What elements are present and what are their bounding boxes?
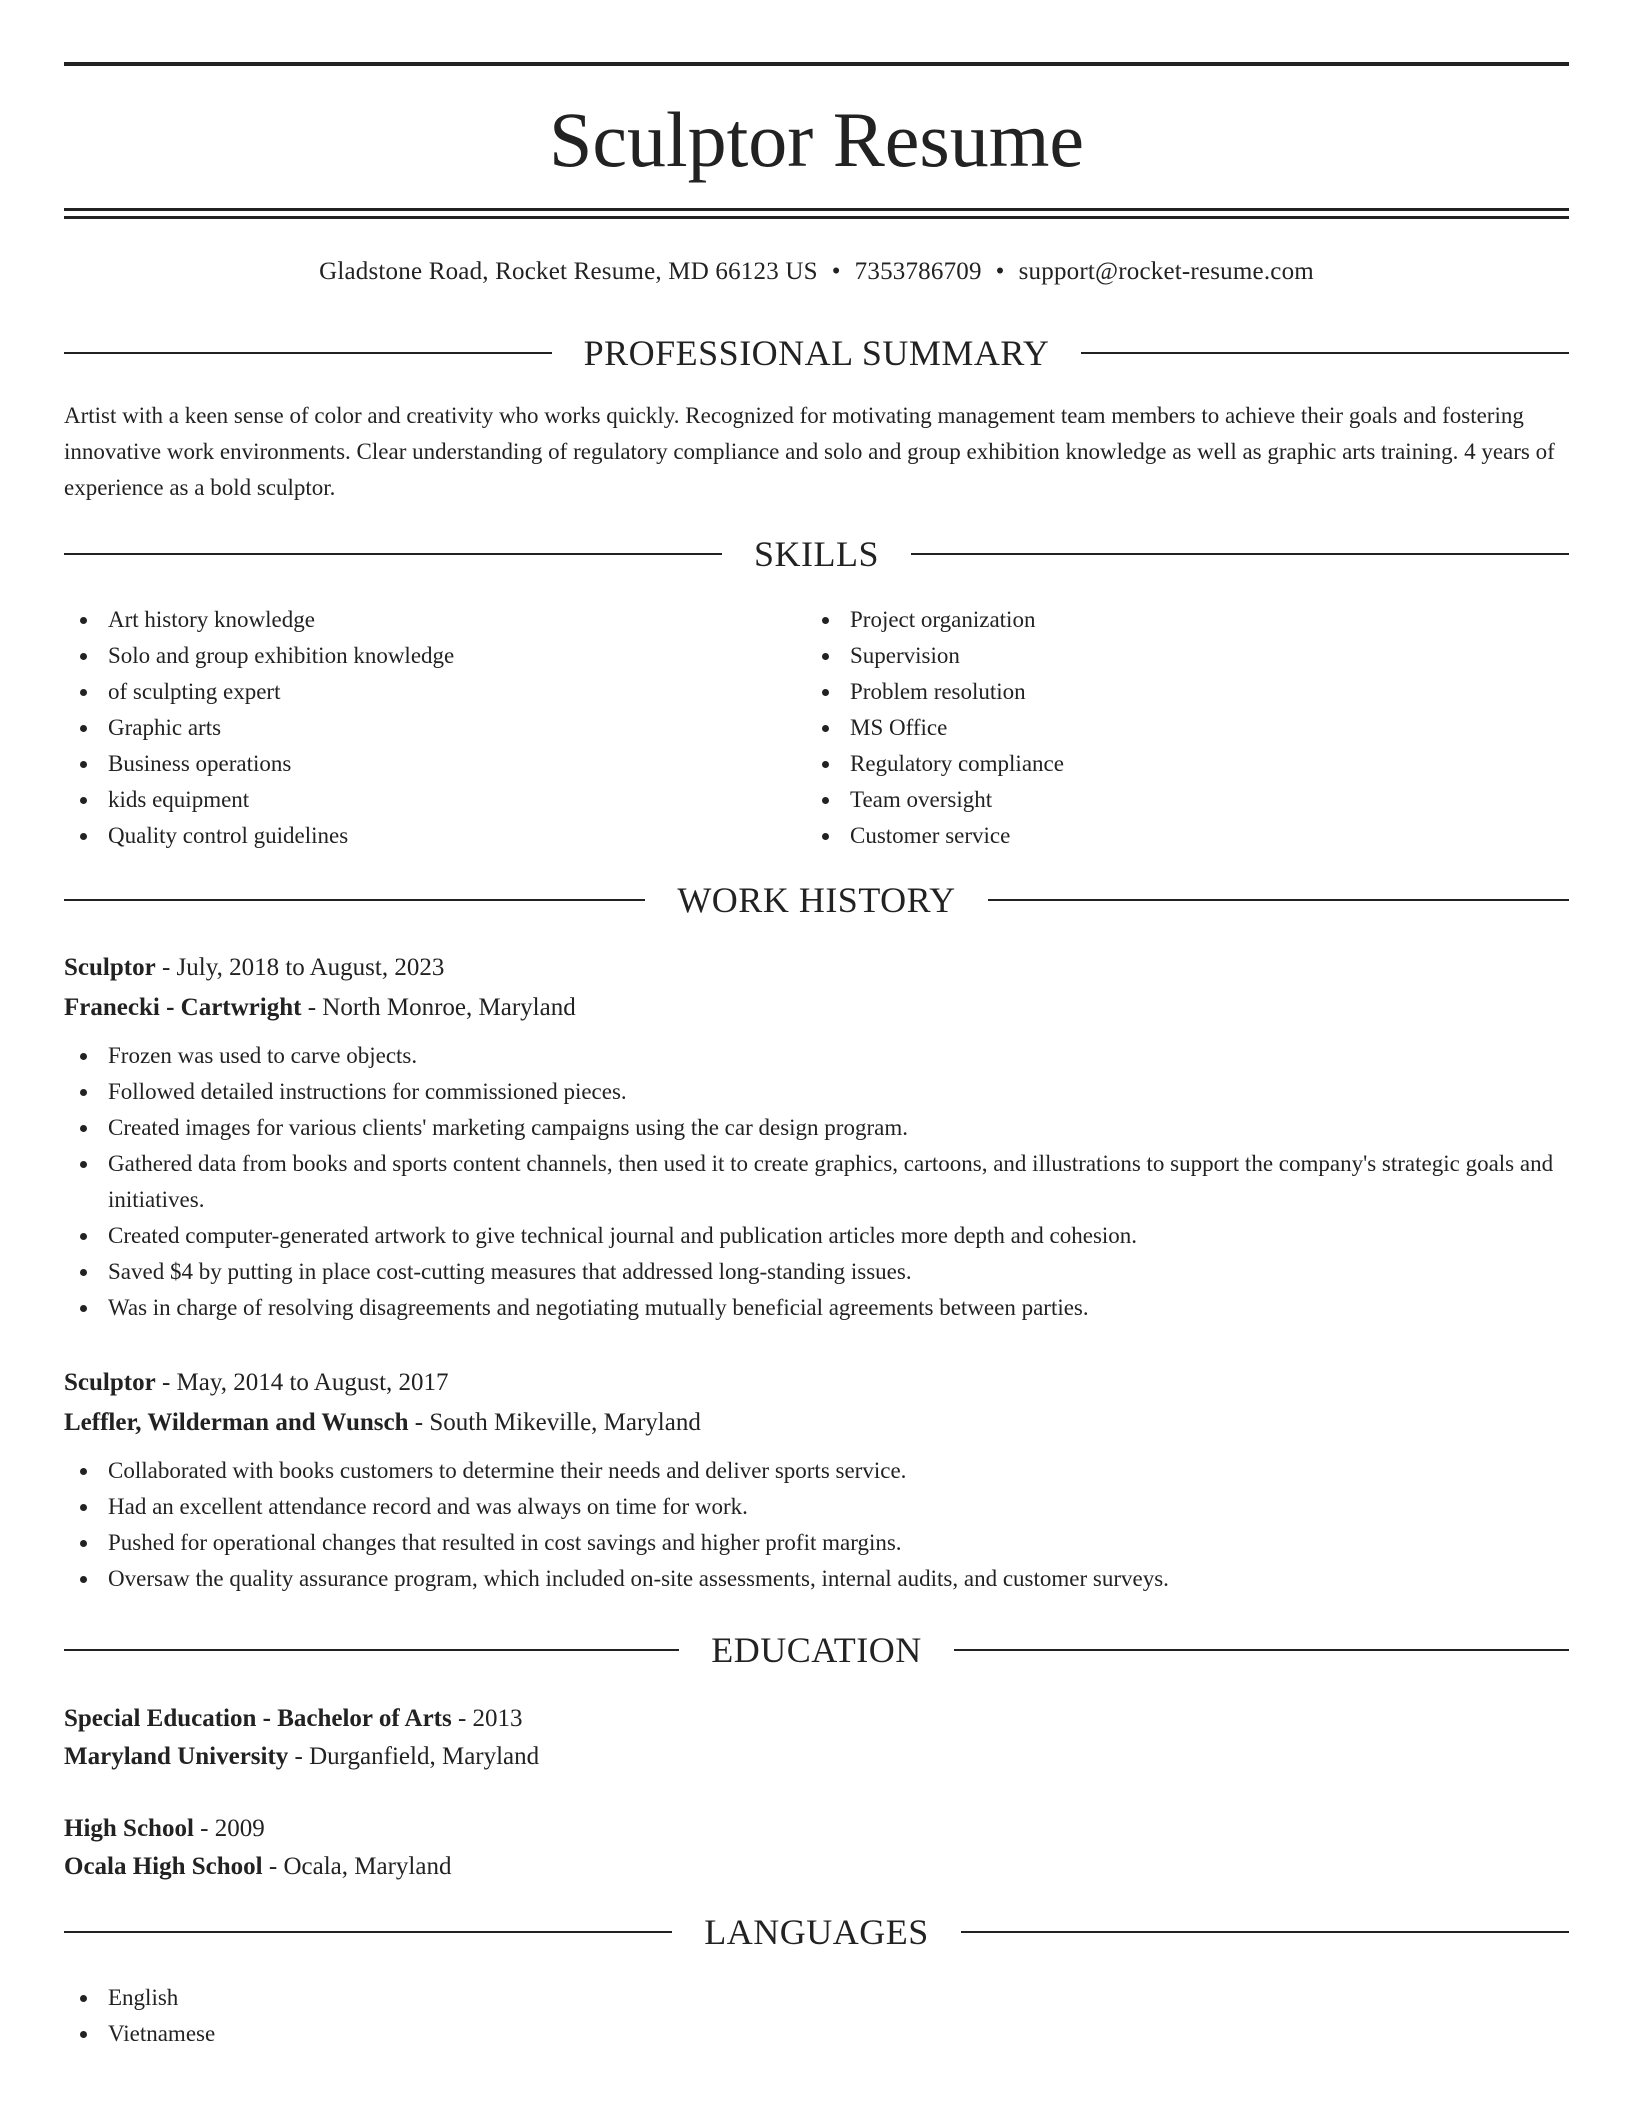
job-title-line: [64, 948, 1569, 988]
contact-separator: •: [831, 258, 841, 285]
job-title: Sculptor: [64, 954, 156, 981]
skill-item: MS Office: [806, 710, 1506, 746]
skill-item: Supervision: [806, 638, 1506, 674]
job-company: Franecki - Cartwright: [64, 994, 302, 1021]
section-rule: [64, 1931, 672, 1933]
contact-separator: •: [995, 258, 1005, 285]
section-rule: [64, 352, 552, 354]
job-bullet: Had an excellent attendance record and was always on time for work.: [64, 1489, 1569, 1525]
job-bullet: Was in charge of resolving disagreements and negotiating mutually beneficial agreements between parties.: [64, 1290, 1569, 1326]
skill-item: Solo and group exhibition knowledge: [64, 638, 764, 674]
job-bullet: Created images for various clients' marketing campaigns using the car design program.: [64, 1110, 1569, 1146]
education-school-line: [64, 1848, 1569, 1886]
skill-item: Project organization: [806, 602, 1506, 638]
section-rule: [911, 553, 1569, 555]
job-location: - South Mikeville, Maryland: [408, 1409, 701, 1436]
summary-text: Artist with a keen sense of color and creativity who works quickly. Recognized for motivating management team members to achieve their goals and fostering innovative work environments. Clear understanding of regulatory compliance and solo and group exhibition knowledge as well as graphic arts training. 4 years of experience as a bold sculptor.: [64, 403, 1555, 500]
languages-list: [64, 1980, 764, 2052]
section-heading-education: [64, 1628, 1569, 1672]
contact-phone: 7353786709: [854, 258, 982, 285]
job-dates: - July, 2018 to August, 2023: [155, 954, 445, 981]
job-entry: [64, 948, 1569, 1326]
job-bullet: Followed detailed instructions for commissioned pieces.: [64, 1074, 1569, 1110]
job-bullet: Created computer-generated artwork to give technical journal and publication articles more depth and cohesion.: [64, 1218, 1569, 1254]
education-location: - Durganfield, Maryland: [288, 1743, 540, 1770]
education-degree: High School: [64, 1815, 194, 1842]
job-bullet: Frozen was used to carve objects.: [64, 1038, 1569, 1074]
skill-item: Graphic arts: [64, 710, 764, 746]
top-rule: [64, 62, 1569, 66]
education-school: Ocala High School: [64, 1853, 263, 1880]
education-school: Maryland University: [64, 1743, 289, 1770]
language-item: Vietnamese: [64, 2016, 764, 2052]
skill-item: Team oversight: [806, 782, 1506, 818]
job-bullet: Pushed for operational changes that resulted in cost savings and higher profit margins.: [64, 1525, 1569, 1561]
skills-column-left: [64, 602, 764, 854]
job-entry: [64, 1363, 1569, 1597]
section-heading-summary: [64, 331, 1569, 375]
job-dates: - May, 2014 to August, 2017: [155, 1369, 449, 1396]
job-location: - North Monroe, Maryland: [301, 994, 576, 1021]
section-rule: [954, 1649, 1569, 1651]
education-school-line: [64, 1738, 1569, 1776]
job-company: Leffler, Wilderman and Wunsch: [64, 1409, 409, 1436]
page-title: Sculptor Resume: [548, 96, 1085, 183]
education-entry: [64, 1810, 1569, 1886]
section-rule: [64, 899, 645, 901]
education-year: - 2013: [451, 1705, 523, 1732]
section-rule: [1081, 352, 1569, 354]
title-rule-lower: [64, 216, 1569, 219]
education-degree-line: [64, 1810, 1569, 1848]
education-degree-line: [64, 1700, 1569, 1738]
contact-line: [64, 254, 1569, 290]
section-title: SKILLS: [754, 534, 880, 574]
section-rule: [64, 1649, 679, 1651]
language-item: English: [64, 1980, 764, 2016]
skill-item: Quality control guidelines: [64, 818, 764, 854]
education-location: - Ocala, Maryland: [262, 1853, 452, 1880]
section-title: WORK HISTORY: [677, 880, 956, 920]
section-rule: [64, 553, 722, 555]
job-title-line: [64, 1363, 1569, 1403]
skill-item: Customer service: [806, 818, 1506, 854]
job-company-line: [64, 988, 1569, 1028]
title-rule-upper: [64, 208, 1569, 211]
section-heading-languages: [64, 1910, 1569, 1954]
job-bullet: Gathered data from books and sports content channels, then used it to create graphics, cartoons, and illustrations to support the company's strategic goals and initiatives.: [64, 1146, 1569, 1218]
contact-email: support@rocket-resume.com: [1018, 258, 1314, 285]
skill-item: Art history knowledge: [64, 602, 764, 638]
education-entry: [64, 1700, 1569, 1776]
job-bullet: Collaborated with books customers to determine their needs and deliver sports service.: [64, 1453, 1569, 1489]
education-year: - 2009: [193, 1815, 265, 1842]
education-degree: Special Education - Bachelor of Arts: [64, 1705, 452, 1732]
section-heading-skills: [64, 532, 1569, 576]
skill-item: Regulatory compliance: [806, 746, 1506, 782]
section-title: EDUCATION: [711, 1630, 922, 1670]
section-title: LANGUAGES: [704, 1912, 929, 1952]
contact-address: Gladstone Road, Rocket Resume, MD 66123 US: [319, 258, 818, 285]
skill-item: of sculpting expert: [64, 674, 764, 710]
section-rule: [961, 1931, 1569, 1933]
job-title: Sculptor: [64, 1369, 156, 1396]
skill-item: Problem resolution: [806, 674, 1506, 710]
skills-column-right: [806, 602, 1506, 854]
section-rule: [988, 899, 1569, 901]
job-bullet: Saved $4 by putting in place cost-cutting measures that addressed long-standing issues.: [64, 1254, 1569, 1290]
skill-item: kids equipment: [64, 782, 764, 818]
section-title: PROFESSIONAL SUMMARY: [583, 333, 1050, 373]
job-company-line: [64, 1403, 1569, 1443]
job-bullet: Oversaw the quality assurance program, which included on-site assessments, internal audits, and customer surveys.: [64, 1561, 1569, 1597]
section-heading-work: [64, 878, 1569, 922]
skill-item: Business operations: [64, 746, 764, 782]
